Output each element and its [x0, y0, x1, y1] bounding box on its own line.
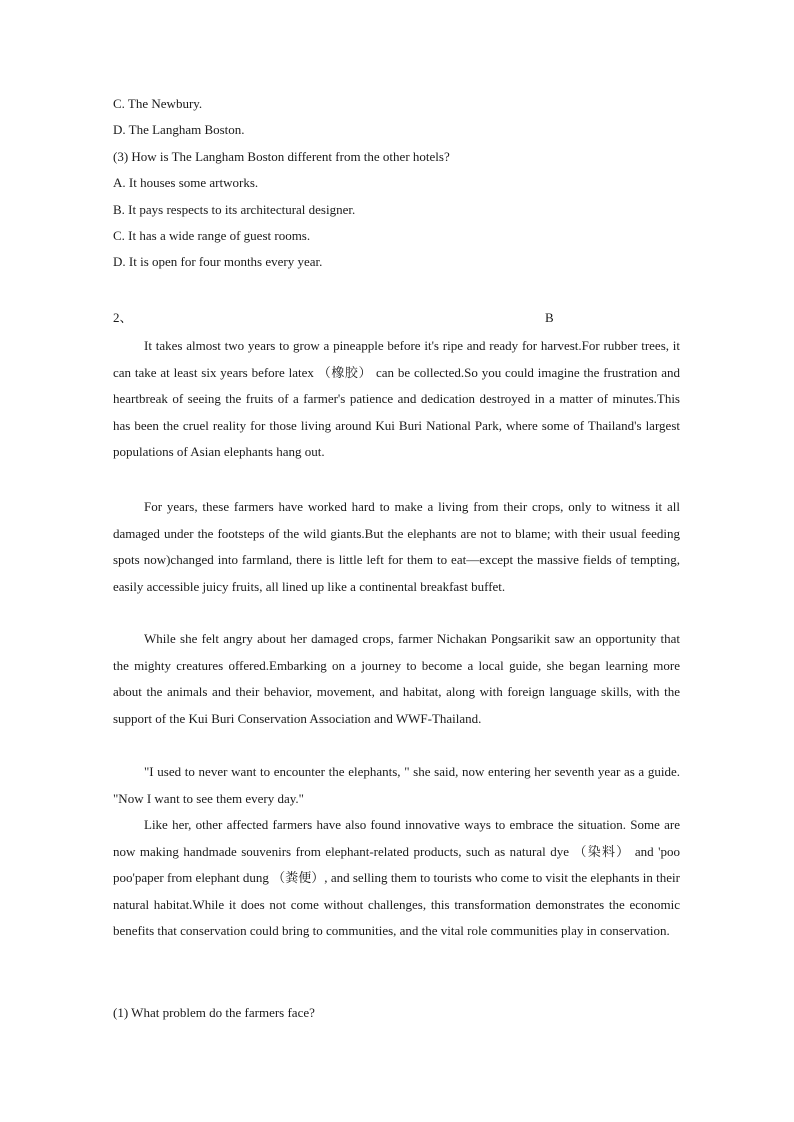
passage-paragraph-3: While she felt angry about her damaged crops, farmer Nichakan Pongsarikit saw an opportunity that the mighty creatures offered.Embarking on a journey to become a local guide, she began learning more about the animals and their behavior, movement, and habitat, along with foreign language skills, with the support of the Kui Buri Conservation Association and WWF-Thailand.: [113, 631, 680, 726]
option-d-langham-boston: D. The Langham Boston.: [113, 122, 245, 137]
question-3-option-a: A. It houses some artworks.: [113, 175, 259, 190]
question-3-stem: (3) How is The Langham Boston different from the other hotels?: [113, 149, 450, 164]
passage-paragraph-5: Like her, other affected farmers have also found innovative ways to embrace the situation. Some are now making handmade souvenirs from elephant-related products, such as natural dye （染料） and 'poo poo'paper from elephant dung （粪便）, and selling them to tourists who come to visit the elephants in their natural habitat.While it does not come without challenges, this transformation demonstrates the economic benefits that conservation could bring to communities, and the vital role communities play in conservation.: [113, 817, 680, 939]
option-c-newbury: C. The Newbury.: [113, 96, 203, 111]
passage-paragraph-1: It takes almost two years to grow a pineapple before it's ripe and ready for harvest.For rubber trees, it can take at least six years before latex （橡胶） can be collected.So you could imagine the frustration and heartbreak of seeing the fruits of a farmer's patience and dedication destroyed in a matter of minutes.This has been the cruel reality for those living around Kui Buri National Park, where some of Thailand's largest populations of Asian elephants hang out.: [113, 338, 680, 460]
section-letter: B: [545, 310, 554, 325]
next-question-1-stem: (1) What problem do the farmers face?: [113, 1005, 315, 1020]
section-number: 2、: [113, 310, 133, 325]
question-3-option-c: C. It has a wide range of guest rooms.: [113, 228, 311, 243]
passage-paragraph-2: For years, these farmers have worked hard to make a living from their crops, only to witness it all damaged under the footsteps of the wild giants.But the elephants are not to blame; with their usual feeding spots now)changed into farmland, there is little left for them to eat—except the massive fields of tempting, easily accessible juicy fruits, all lined up like a continental breakfast buffet.: [113, 499, 680, 594]
passage-paragraph-4: "I used to never want to encounter the elephants, " she said, now entering her seventh year as a guide. "Now I want to see them every day.": [113, 764, 680, 806]
question-3-option-d: D. It is open for four months every year.: [113, 254, 323, 269]
question-3-option-b: B. It pays respects to its architectural designer.: [113, 202, 356, 217]
